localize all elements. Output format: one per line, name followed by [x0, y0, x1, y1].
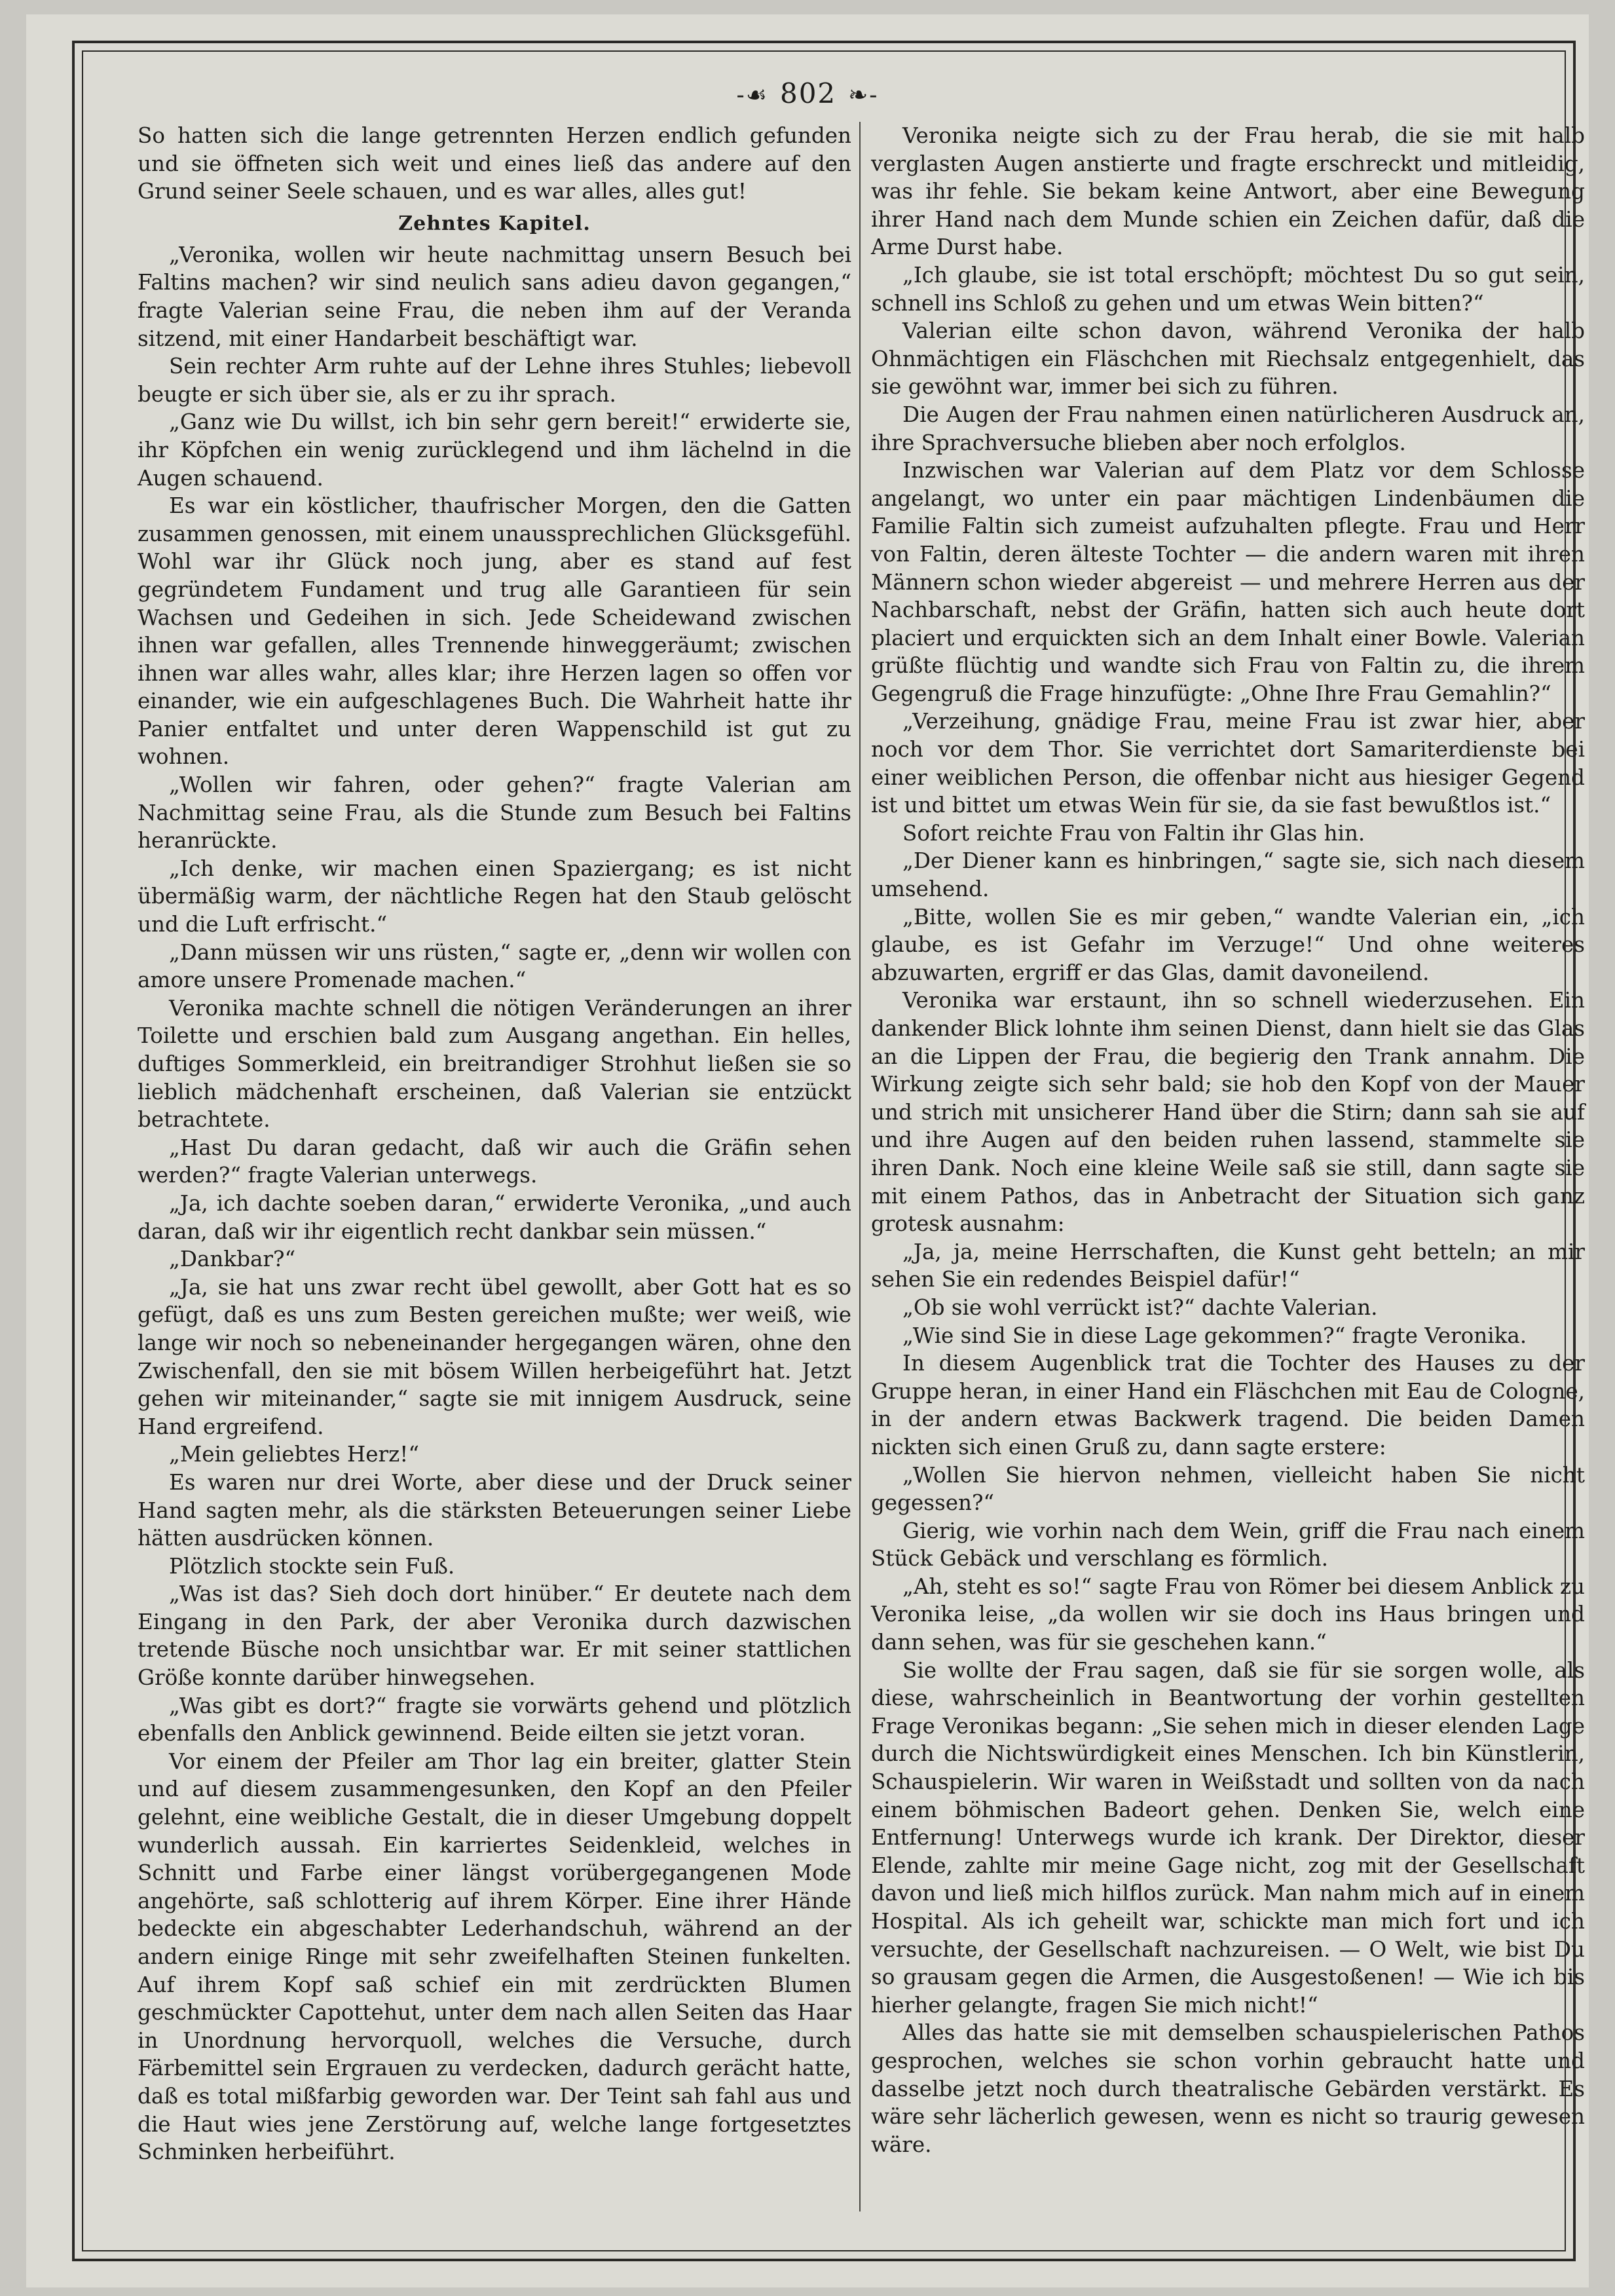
paragraph: „Mein geliebtes Herz!“	[169, 1442, 419, 1467]
page-number: 802	[779, 77, 837, 109]
paragraph: „Ich glaube, sie ist total erschöpft; möchtest Du so gut sein, schnell ins Schloß zu gehen und um etwas Wein bitten?“	[871, 262, 1585, 316]
paragraph: „Was gibt es dort?“ fragte sie vorwärts gehend und plötzlich ebenfalls den Anblick gewinnend. Beide eilten sie jetzt voran.	[138, 1693, 851, 1746]
paragraph: „Wollen wir fahren, oder gehen?“ fragte Valerian am Nachmittag seine Frau, als die Stunde zum Besuch bei Faltins heranrückte.	[138, 772, 851, 854]
paragraph: Inzwischen war Valerian auf dem Platz vor dem Schlosse angelangt, wo unter ein paar mächtigen Lindenbäumen die Familie Faltin sich zumeist aufzuhalten pflegte. Frau und Herr von Faltin, deren älteste Tochter — die andern waren mit ihren Männern schon wieder abgereist — und mehrere Herren aus der Nachbarschaft, nebst der Gräfin, hatten sich auch heute dort placiert und erquickten sich an dem Inhalt einer Bowle. Valerian grüßte flüchtig und wandte sich Frau von Faltin zu, die ihrem Gegengruß die Frage hinzufügte: „Ohne Ihre Frau Gemahlin?“	[871, 458, 1585, 706]
ornament-left-icon: -☙	[736, 82, 768, 109]
paragraph: Sofort reichte Frau von Faltin ihr Glas hin.	[902, 820, 1365, 846]
paragraph: Sein rechter Arm ruhte auf der Lehne ihres Stuhles; liebevoll beugte er sich über sie, als er zu ihr sprach.	[138, 354, 851, 407]
paragraph: „Ich denke, wir machen einen Spaziergang; es ist nicht übermäßig warm, der nächtliche Regen hat den Staub gelöscht und die Luft erfrischt.“	[138, 856, 851, 937]
column-divider	[859, 122, 861, 2211]
paragraph: Die Augen der Frau nahmen einen natürlicheren Ausdruck an, ihre Sprachversuche blieben aber noch erfolglos.	[871, 402, 1585, 455]
paragraph: Es waren nur drei Worte, aber diese und der Druck seiner Hand sagten mehr, als die stärksten Beteuerungen seiner Liebe hätten ausdrücken können.	[138, 1469, 851, 1551]
paragraph: „Ob sie wohl verrückt ist?“ dachte Valerian.	[902, 1294, 1378, 1320]
paragraph: „Bitte, wollen Sie es mir geben,“ wandte Valerian ein, „ich glaube, es ist Gefahr im Verzuge!“ Und ohne weiteres abzuwarten, ergriff er das Glas, damit davoneilend.	[871, 904, 1585, 985]
paragraph: „Ja, ja, meine Herrschaften, die Kunst geht betteln; an mir sehen Sie ein redendes Beispiel dafür!“	[871, 1239, 1585, 1292]
paragraph: Veronika war erstaunt, ihn so schnell wiederzusehen. Ein dankender Blick lohnte ihm seinen Dienst, dann hielt sie das Glas an die Lippen der Frau, die begierig den Trank annahm. Die Wirkung zeigte sich sehr bald; sie hob den Kopf von der Mauer und strich mit unsicherer Hand über die Stirn; dann sah sie auf und ihre Augen auf den beiden ruhen lassend, stammelte sie ihren Dank. Noch eine kleine Weile saß sie still, dann sagte sie mit einem Pathos, das in Anbetracht der Situation sich ganz grotesk ausnahm:	[871, 988, 1585, 1237]
paragraph: Veronika machte schnell die nötigen Veränderungen an ihrer Toilette und erschien bald zum Ausgang angethan. Ein helles, duftiges Sommerkleid, ein breitrandiger Strohhut ließen sie so lieblich mädchenhaft erscheinen, daß Valerian sie entzückt betrachtete.	[138, 995, 851, 1133]
page-number-header	[26, 77, 1589, 109]
paragraph: Veronika neigte sich zu der Frau herab, die sie mit halb verglasten Augen anstierte und fragte erschreckt und mitleidig, was ihr fehle. Sie bekam keine Antwort, aber eine Bewegung ihrer Hand nach dem Munde schien ein Zeichen dafür, daß die Arme Durst habe.	[871, 123, 1585, 260]
paragraph: „Wie sind Sie in diese Lage gekommen?“ fragte Veronika.	[902, 1323, 1527, 1348]
paragraph: „Hast Du daran gedacht, daß wir auch die Gräfin sehen werden?“ fragte Valerian unterwegs.	[138, 1135, 851, 1188]
paragraph: Vor einem der Pfeiler am Thor lag ein breiter, glatter Stein und auf diesem zusammengesunken, den Kopf an den Pfeiler gelehnt, eine weibliche Gestalt, die in dieser Umgebung doppelt wunderlich aussah. Ein karriertes Seidenkleid, welches in Schnitt und Farbe einer längst vorübergegangenen Mode angehörte, saß schlotterig auf ihrem Körper. Eine ihrer Hände bedeckte ein abgeschabter Lederhandschuh, während an der andern einige Ringe mit sehr zweifelhaften Steinen funkelten. Auf ihrem Kopf saß schief ein mit zerdrückten Blumen geschmückter Capottehut, unter dem nach allen Seiten das Haar in Unordnung hervorquoll, welches die Versuche, durch Färbemittel sein Ergrauen zu verdecken, dadurch gerächt hatte, daß es total mißfarbig geworden war. Der Teint sah fahl aus und die Haut wies jene Zerstörung auf, welche lange fortgesetztes Schminken herbeiführt.	[138, 1748, 851, 2165]
right-text-column	[871, 122, 1585, 2158]
paragraph: Plötzlich stockte sein Fuß.	[169, 1553, 455, 1579]
paragraph: Sie wollte der Frau sagen, daß sie für sie sorgen wolle, als diese, wahrscheinlich in Beantwortung der vorhin gestellten Frage Veronikas begann: „Sie sehen mich in dieser elenden Lage durch die Nichtswürdigkeit eines Menschen. Ich bin Künstlerin, Schauspielerin. Wir waren in Weißstadt und sollten von da nach einem böhmischen Badeort gehen. Denken Sie, welch eine Entfernung! Unterwegs wurde ich krank. Der Direktor, dieser Elende, zahlte mir meine Gage nicht, zog mit der Gesellschaft davon und ließ mich hilflos zurück. Man nahm mich auf in einem Hospital. Als ich geheilt war, schickte man mich fort und ich versuchte, der Gesellschaft nachzureisen. — O Welt, wie bist Du so grausam gegen die Armen, die Ausgestoßenen! — Wie ich bis hierher gelangte, fragen Sie mich nicht!“	[871, 1657, 1585, 2018]
paragraph: So hatten sich die lange getrennten Herzen endlich gefunden und sie öffneten sich weit und eines ließ das andere auf den Grund seiner Seele schauen, und es war alles, alles gut!	[138, 123, 851, 204]
paragraph: „Dankbar?“	[169, 1247, 296, 1272]
paragraph: Gierig, wie vorhin nach dem Wein, griff die Frau nach einem Stück Gebäck und verschlang es förmlich.	[871, 1518, 1585, 1571]
paragraph: „Wollen Sie hiervon nehmen, vielleicht haben Sie nicht gegessen?“	[871, 1462, 1585, 1516]
ornament-right-icon: ❧-	[848, 82, 879, 109]
paragraph: „Ganz wie Du willst, ich bin sehr gern bereit!“ erwiderte sie, ihr Köpfchen ein wenig zurücklegend und ihm lächelnd in die Augen schauend.	[138, 409, 851, 491]
chapter-heading: Zehntes Kapitel.	[398, 212, 591, 235]
paragraph: Es war ein köstlicher, thaufrischer Morgen, den die Gatten zusammen genossen, mit einem unaussprechlichen Glücksgefühl. Wohl war ihr Glück noch jung, aber es stand auf fest gegründetem Fundament und trug alle Garantieen für sein Wachsen und Gedeihen in sich. Jede Scheidewand zwischen ihnen war gefallen, alles Trennende hinweggeräumt; zwischen ihnen war alles wahr, alles klar; ihre Herzen lagen so offen vor einander, wie ein aufgeschlagenes Buch. Die Wahrheit hatte ihr Panier entfaltet und unter deren Wappenschild ist gut zu wohnen.	[138, 493, 851, 770]
paragraph: „Ja, ich dachte soeben daran,“ erwiderte Veronika, „und auch daran, daß wir ihr eigentlich recht dankbar sein müssen.“	[138, 1190, 851, 1244]
paragraph: „Verzeihung, gnädige Frau, meine Frau ist zwar hier, aber noch vor dem Thor. Sie verrichtet dort Samariterdienste bei einer weiblichen Person, die offenbar nicht aus hiesiger Gegend ist und bittet um etwas Wein für sie, da sie fast bewußtlos ist.“	[871, 709, 1585, 818]
paragraph: „Was ist das? Sieh doch dort hinüber.“ Er deutete nach dem Eingang in den Park, der aber Veronika durch dazwischen tretende Büsche noch unsichtbar war. Er mit seiner stattlichen Größe konnte darüber hinwegsehen.	[138, 1581, 851, 1691]
paragraph: „Ja, sie hat uns zwar recht übel gewollt, aber Gott hat es so gefügt, daß es uns zum Besten gereichen mußte; wer weiß, wie lange wir noch so nebeneinander hergegangen wären, ohne den Zwischenfall, den sie mit bösem Willen herbeigeführt hat. Jetzt gehen wir miteinander,“ sagte sie mit innigem Ausdruck, seine Hand ergreifend.	[138, 1274, 851, 1439]
paragraph: „Ah, steht es so!“ sagte Frau von Römer bei diesem Anblick zu Veronika leise, „da wollen wir sie doch ins Haus bringen und dann sehen, was für sie geschehen kann.“	[871, 1573, 1585, 1655]
paragraph: „Dann müssen wir uns rüsten,“ sagte er, „denn wir wollen con amore unsere Promenade machen.“	[138, 939, 851, 993]
paragraph: „Der Diener kann es hinbringen,“ sagte sie, sich nach diesem umsehend.	[871, 848, 1585, 902]
left-text-column	[138, 122, 851, 2166]
paragraph: „Veronika, wollen wir heute nachmittag unsern Besuch bei Faltins machen? wir sind neulich sans adieu davon gegangen,“ fragte Valerian seine Frau, die neben ihm auf der Veranda sitzend, mit einer Handarbeit beschäftigt war.	[138, 242, 851, 351]
paragraph: In diesem Augenblick trat die Tochter des Hauses zu der Gruppe heran, in einer Hand ein Fläschchen mit Eau de Cologne, in der andern etwas Backwerk tragend. Die beiden Damen nickten sich einen Gruß zu, dann sagte erstere:	[871, 1351, 1585, 1459]
paragraph: Alles das hatte sie mit demselben schauspielerischen Pathos gesprochen, welches sie schon vorhin gebraucht hatte und dasselbe jetzt noch durch theatralische Gebärden verstärkt. Es wäre sehr lächerlich gewesen, wenn es nicht so traurig gewesen wäre.	[871, 2020, 1585, 2157]
paragraph: Valerian eilte schon davon, während Veronika der halb Ohnmächtigen ein Fläschchen mit Riechsalz entgegenhielt, das sie gewöhnt war, immer bei sich zu führen.	[871, 318, 1585, 400]
